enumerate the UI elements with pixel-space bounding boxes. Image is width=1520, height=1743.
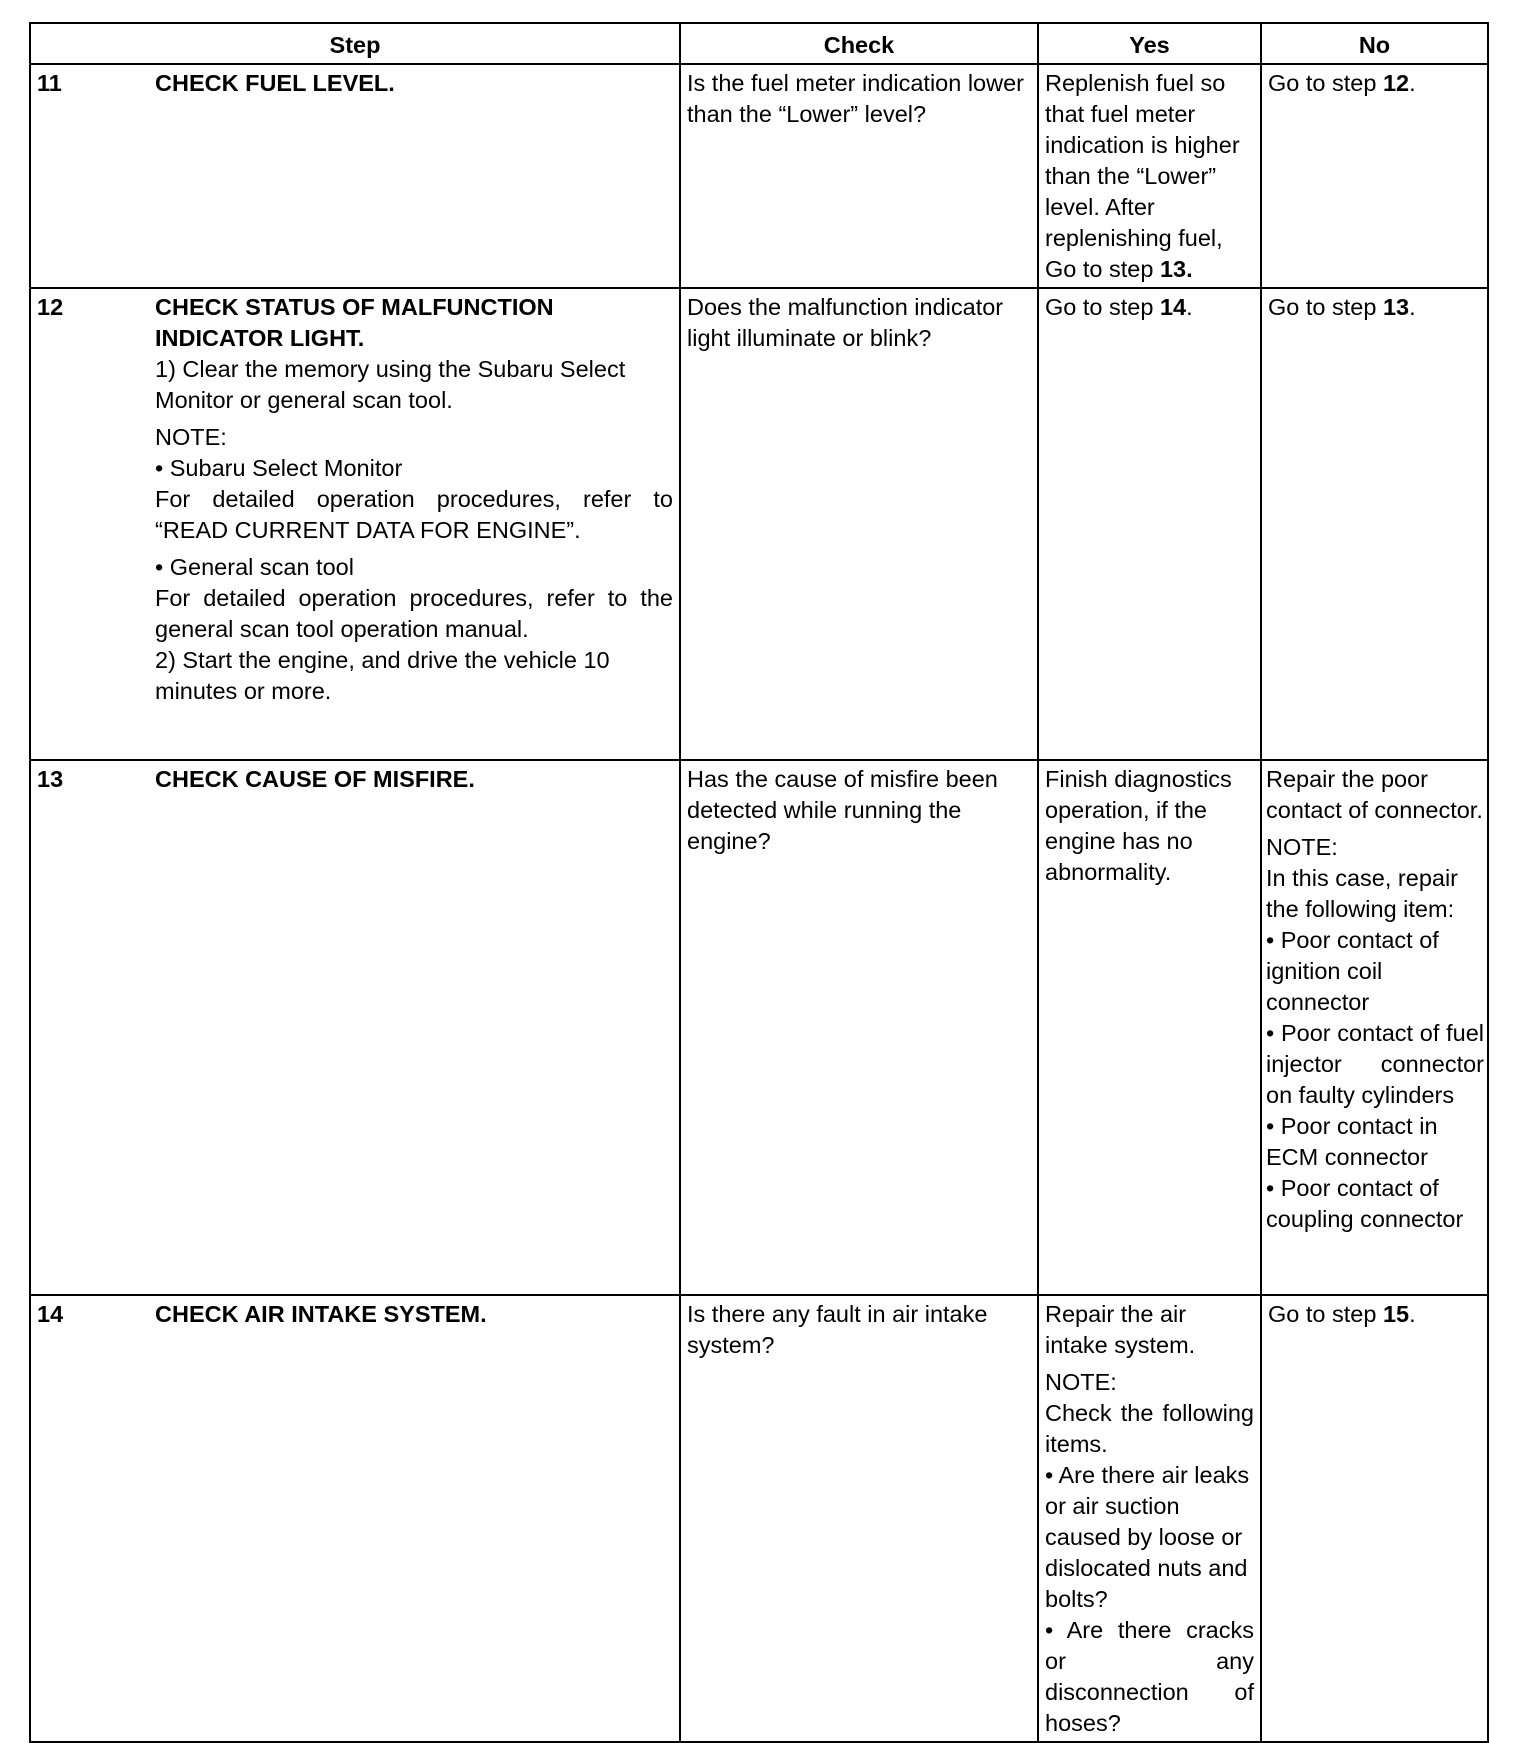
bullet-item: • Poor contact of ignition coil connector — [1266, 927, 1439, 1015]
step-cell — [30, 760, 680, 1295]
no-tail: . — [1409, 1301, 1416, 1327]
note-label: NOTE: — [155, 424, 227, 450]
bullet-item: • Are there cracks or any disconnection of hoses? — [1045, 1617, 1254, 1736]
bullet-item: • Poor contact of coupling connector — [1266, 1175, 1464, 1232]
step-instruction: 1) Clear the memory using the Subaru Select Monitor or general scan tool. — [155, 356, 626, 413]
no-text: Go to step — [1268, 1301, 1377, 1327]
note-label: NOTE: — [1266, 834, 1338, 860]
table-row — [30, 1295, 1488, 1742]
step-cell — [30, 64, 680, 288]
bullet-item: • Are there air leaks or air suction caused by loose or dislocated nuts and bolts? — [1045, 1462, 1250, 1612]
no-text: Go to step — [1268, 70, 1377, 96]
check-cell: Does the malfunction indicator light illuminate or blink? — [680, 288, 1038, 760]
header-check: Check — [680, 23, 1038, 64]
yes-cell — [1038, 64, 1261, 288]
yes-cell — [1038, 1295, 1261, 1742]
yes-tail: . — [1186, 294, 1193, 320]
step-title: CHECK STATUS OF MALFUNCTION INDICATOR LIGHT. — [155, 294, 554, 351]
no-step-ref: 15 — [1382, 1301, 1410, 1327]
step-title: CHECK CAUSE OF MISFIRE. — [155, 766, 475, 792]
note-text: In this case, repair the following item: — [1266, 865, 1459, 922]
header-step: Step — [30, 23, 680, 64]
header-no: No — [1261, 23, 1488, 64]
step-title: CHECK AIR INTAKE SYSTEM. — [155, 1301, 487, 1327]
check-cell: Is there any fault in air intake system? — [680, 1295, 1038, 1742]
note-text: For detailed operation procedures, refer to the general scan tool operation manual. — [155, 585, 673, 642]
check-cell: Has the cause of misfire been detected while running the engine? — [680, 760, 1038, 1295]
bullet-item: • Subaru Select Monitor — [155, 455, 403, 481]
step-number: 13 — [37, 766, 64, 792]
step-cell — [30, 288, 680, 760]
step-cell — [30, 1295, 680, 1742]
step-number: 14 — [37, 1301, 64, 1327]
bullet-item: • Poor contact in ECM connector — [1266, 1113, 1438, 1170]
no-cell — [1261, 1295, 1488, 1742]
yes-text: Replenish fuel so that fuel meter indication is higher than the “Lower” level. After replenishing fuel, Go to step — [1045, 70, 1240, 282]
note-label: NOTE: — [1045, 1369, 1117, 1395]
no-cell — [1261, 760, 1488, 1295]
table-row — [30, 64, 1488, 288]
yes-cell — [1038, 288, 1261, 760]
yes-cell: Finish diagnostics operation, if the engine has no abnormality. — [1038, 760, 1261, 1295]
table-row — [30, 288, 1488, 760]
check-cell: Is the fuel meter indication lower than the “Lower” level? — [680, 64, 1038, 288]
no-text: Go to step — [1268, 294, 1377, 320]
yes-step-ref: 14 — [1159, 294, 1187, 320]
yes-action: Repair the air intake system. — [1045, 1301, 1196, 1358]
no-step-ref: 12 — [1382, 70, 1410, 96]
header-row — [30, 23, 1488, 64]
header-yes: Yes — [1038, 23, 1261, 64]
no-tail: . — [1409, 294, 1416, 320]
no-action: Repair the poor contact of connector. — [1266, 766, 1483, 823]
step-number: 11 — [37, 70, 62, 96]
step-number: 12 — [37, 294, 64, 320]
yes-step-ref: 13. — [1159, 256, 1193, 282]
diagnostic-table — [29, 22, 1489, 1743]
no-step-ref: 13 — [1382, 294, 1410, 320]
note-text: Check the following items. — [1045, 1400, 1254, 1457]
no-cell — [1261, 64, 1488, 288]
no-cell — [1261, 288, 1488, 760]
no-tail: . — [1409, 70, 1416, 96]
step-title: CHECK FUEL LEVEL. — [155, 70, 395, 96]
table-row — [30, 760, 1488, 1295]
note-text: For detailed operation procedures, refer to “READ CURRENT DATA FOR ENGINE”. — [155, 486, 673, 543]
yes-text: Go to step — [1045, 294, 1154, 320]
step-instruction: 2) Start the engine, and drive the vehicle 10 minutes or more. — [155, 647, 610, 704]
bullet-item: • General scan tool — [155, 554, 354, 580]
bullet-item: • Poor contact of fuel injector connector on faulty cylinders — [1266, 1020, 1484, 1108]
